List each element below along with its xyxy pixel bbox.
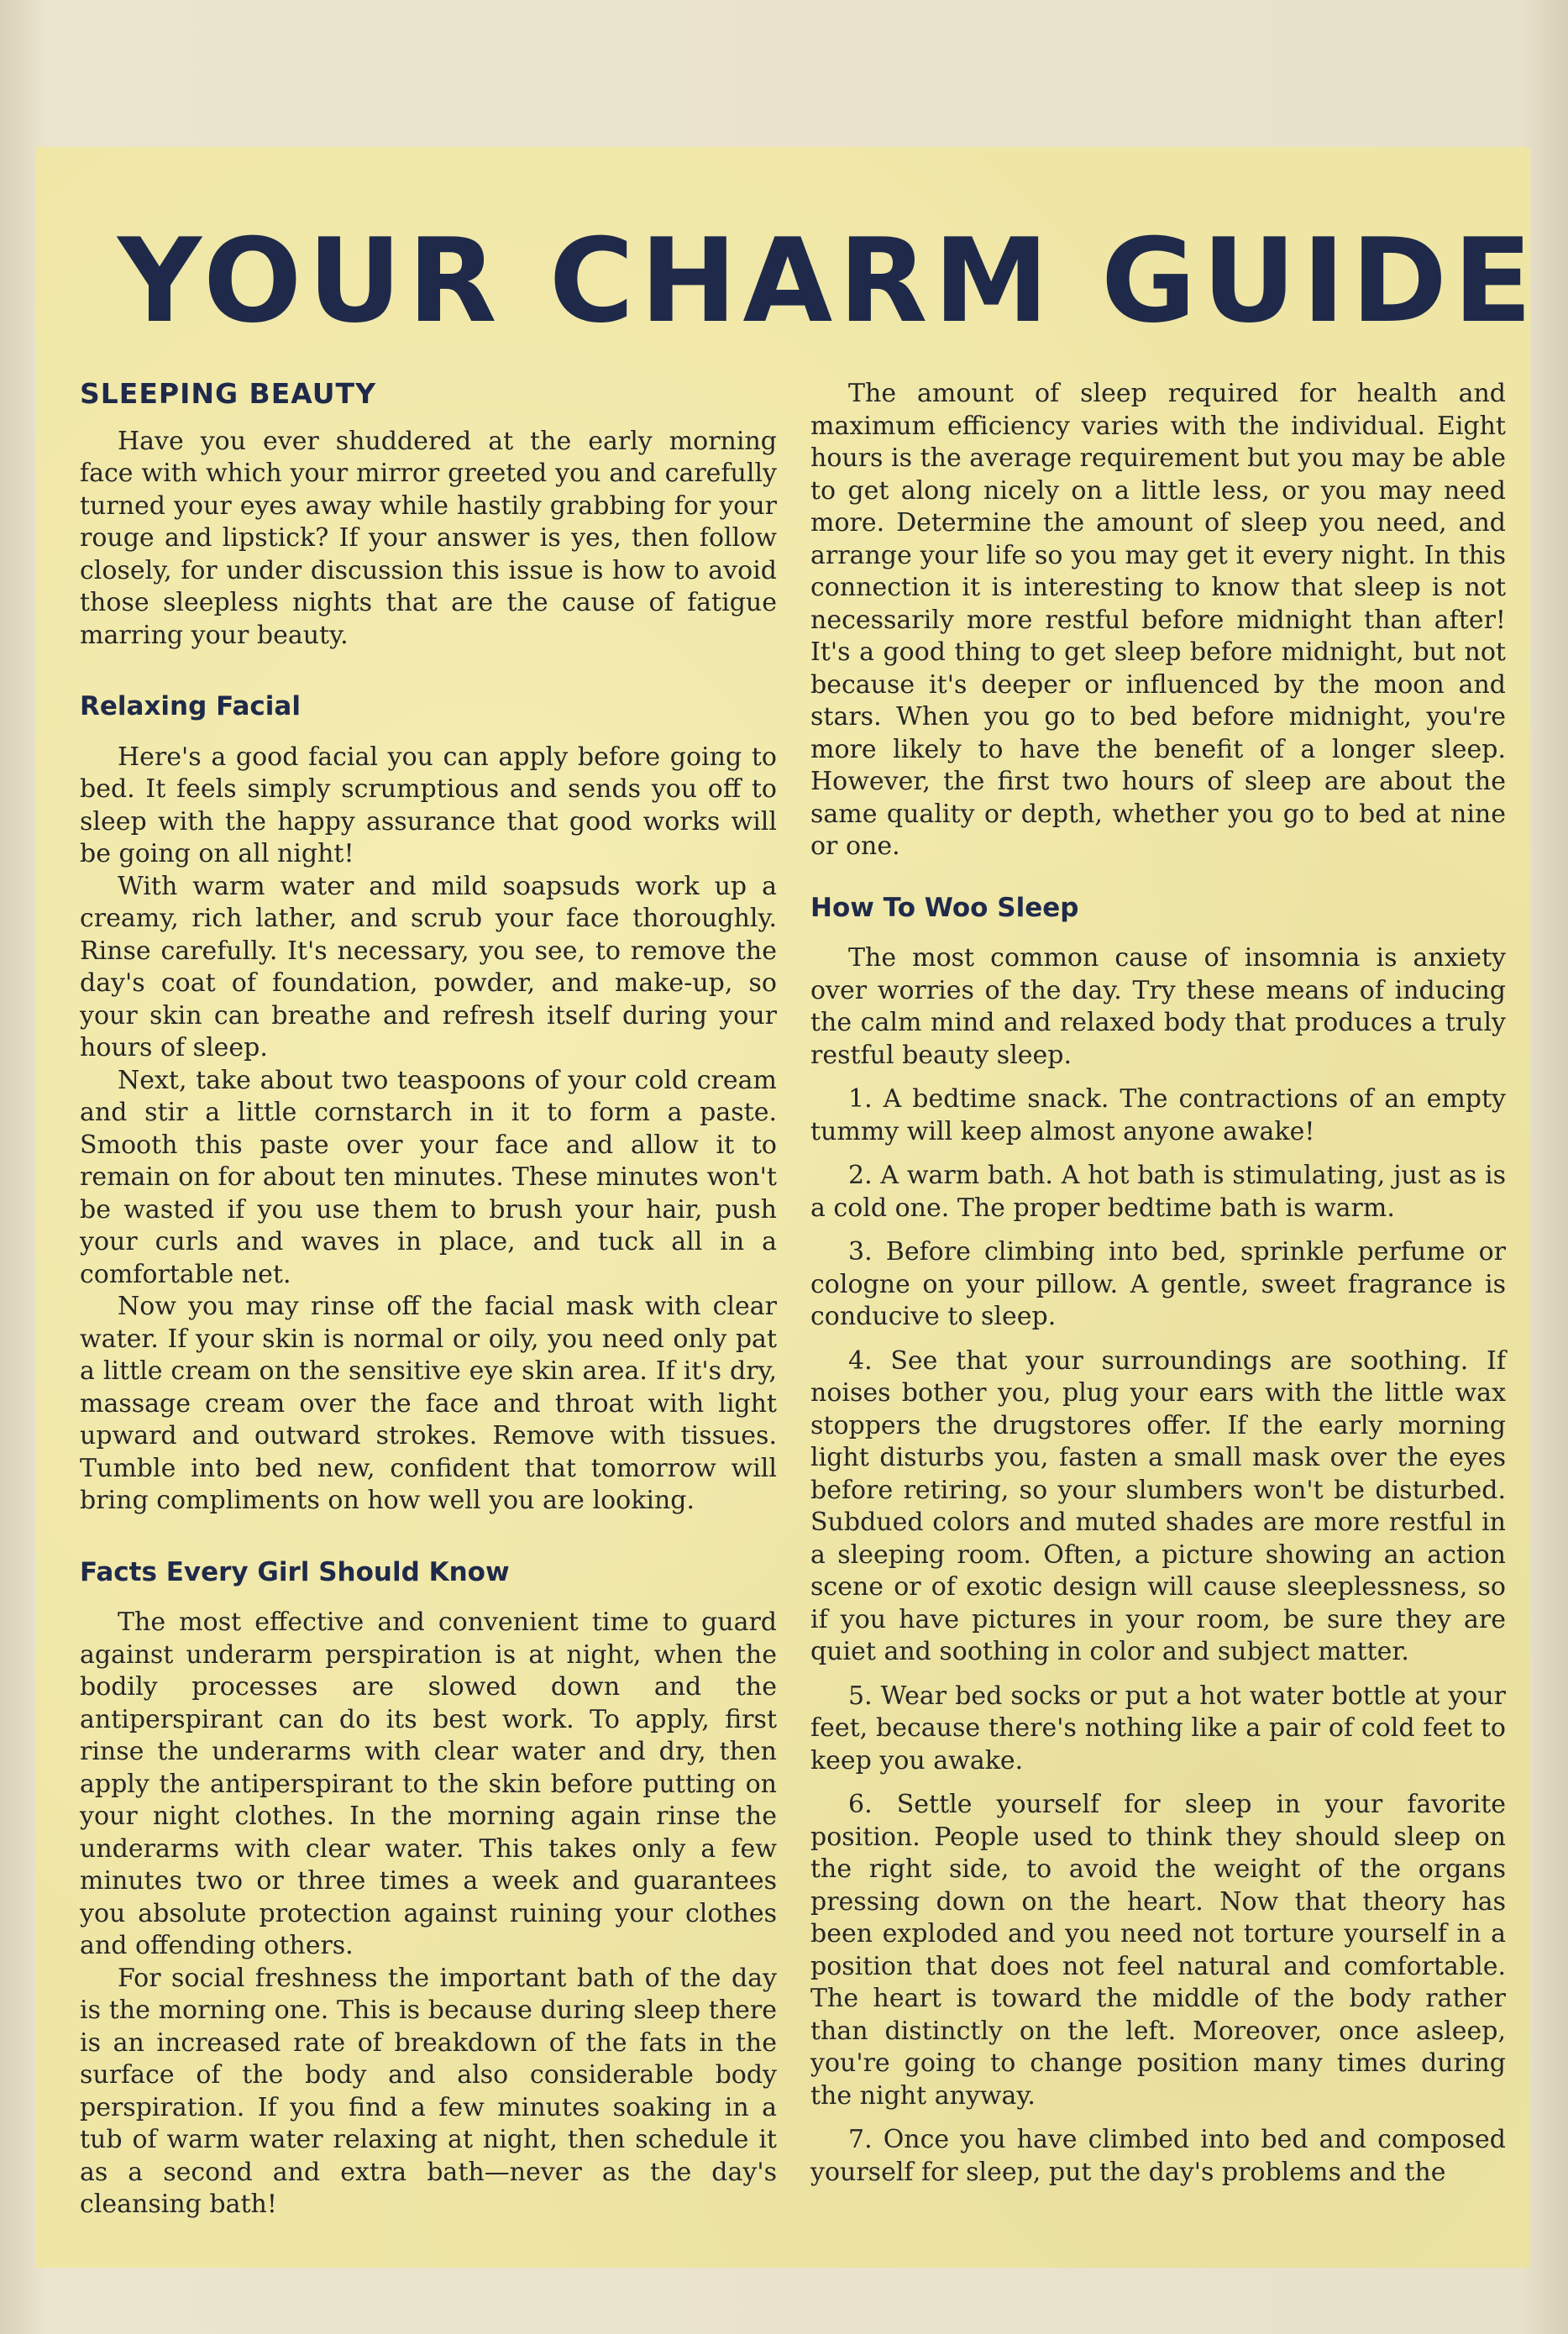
intro-paragraph: Have you ever shuddered at the early morning face with which your mirror greeted you and carefully turned your eyes away while hastily grabbing for your rouge and lipstick? If your answer is yes, then follow closely, for under discussion this issue is how to avoid those sleepless nights that are the cause of fatigue marring your beauty. <box>80 426 777 650</box>
section-heading-woo-sleep: How To Woo Sleep <box>810 892 1079 923</box>
facial-paragraph-1: Here's a good facial you can apply before going to bed. It feels simply scrumptious and sends you off to sleep with the happy assurance that good works will be going on all night! <box>80 742 777 868</box>
facial-paragraph-2: With warm water and mild soapsuds work up a creamy, rich lather, and scrub your face thoroughly. Rinse carefully. It's necessary, you see, to remove the day's coat of foundation, powder, and make-up, so your skin can breathe and refresh itself during your hours of sleep. <box>80 871 777 1062</box>
section-heading-facts: Facts Every Girl Should Know <box>80 1556 510 1587</box>
section-heading-relaxing-facial: Relaxing Facial <box>80 691 301 721</box>
woo-intro-paragraph: The most common cause of insomnia is anxiety over worries of the day. Try these means of inducing the calm mind and relaxed body that produces a truly restful beauty sleep. <box>810 943 1506 1070</box>
tip-item: 5. Wear bed socks or put a hot water bottle at your feet, because there's nothing like a pair of cold feet to keep you awake. <box>810 1681 1506 1775</box>
facts-paragraph-1: The most effective and convenient time to guard against underarm perspiration is at night, when the bodily processes are slowed down and the antiperspirant can do its best work. To apply, first rinse the underarms with clear water and dry, then apply the antiperspirant to the skin before putting on your night clothes. In the morning again rinse the underarms with clear water. This takes only a few minutes two or three times a week and guarantees you absolute protection against ruining your clothes and offending others. <box>80 1608 777 1960</box>
facts-paragraph-2: For social freshness the important bath of the day is the morning one. This is because during sleep there is an increased rate of breakdown of the fats in the surface of the body and also considerable body perspiration. If you find a few minutes soaking in a tub of warm water relaxing at night, then schedule it as a second and extra bath—never as the day's cleansing bath! <box>80 1963 777 2219</box>
tip-item: 4. See that your surroundings are soothing. If noises bother you, plug your ears with the little wax stoppers the drugstores offer. If the early morning light disturbs you, fasten a small mask over the eyes before retiring, so your slumbers won't be disturbed. Subdued colors and muted shades are more restful in a sleeping room. Often, a picture showing an action scene or of exotic design will cause sleeplessness, so if you have pictures in your room, be sure they are quiet and soothing in color and subject matter. <box>810 1345 1506 1666</box>
sleep-amount-paragraph: The amount of sleep required for health and maximum efficiency varies with the individual. Eight hours is the average requirement but you may be able to get along nicely on a little less, or you may need more. Determine the amount of sleep you need, and arrange your life so you may get it every night. In this connection it is interesting to know that sleep is not necessarily more restful before midnight than after! It's a good thing to get sleep before midnight, but not because it's deeper or influenced by the moon and stars. When you go to bed before midnight, you're more likely to have the benefit of a longer sleep. However, the first two hours of sleep are about the same quality or depth, whether you go to bed at nine or one. <box>810 379 1506 861</box>
facial-paragraph-4: Now you may rinse off the facial mask with clear water. If your skin is normal or oily, you need only pat a little cream on the sensitive eye skin area. If it's dry, massage cream over the face and throat with light upward and outward strokes. Remove with tissues. Tumble into bed new, confident that tomorrow will bring compliments on how well you are looking. <box>80 1292 777 1515</box>
tip-item: 1. A bedtime snack. The contractions of an empty tummy will keep almost anyone awake! <box>810 1084 1506 1146</box>
section-heading-sleeping-beauty: SLEEPING BEAUTY <box>80 377 376 410</box>
tip-item: 7. Once you have climbed into bed and composed yourself for sleep, put the day's problems and the <box>810 2125 1506 2187</box>
right-column <box>810 378 1506 2189</box>
tip-item: 3. Before climbing into bed, sprinkle perfume or cologne on your pillow. A gentle, sweet fragrance is conducive to sleep. <box>810 1237 1506 1331</box>
left-column <box>80 378 777 2221</box>
tip-item: 2. A warm bath. A hot bath is stimulating, just as is a cold one. The proper bedtime bath is warm. <box>810 1161 1506 1223</box>
facial-paragraph-3: Next, take about two teaspoons of your cold cream and stir a little cornstarch in it to form a paste. Smooth this paste over your face and allow it to remain on for about ten minutes. These minutes won't be wasted if you use them to brush your hair, push your curls and waves in place, and tuck all in a comfortable net. <box>80 1065 777 1289</box>
tip-item: 6. Settle yourself for sleep in your favorite position. People used to think they should sleep on the right side, to avoid the weight of the organs pressing down on the heart. Now that theory has been exploded and you need not torture yourself in a position that does not feel natural and comfortable. The heart is toward the middle of the body rather than distinctly on the left. Moreover, once asleep, you're going to change position many times during the night anyway. <box>810 1790 1506 2111</box>
page-title: YOUR CHARM GUIDE <box>118 213 1539 349</box>
